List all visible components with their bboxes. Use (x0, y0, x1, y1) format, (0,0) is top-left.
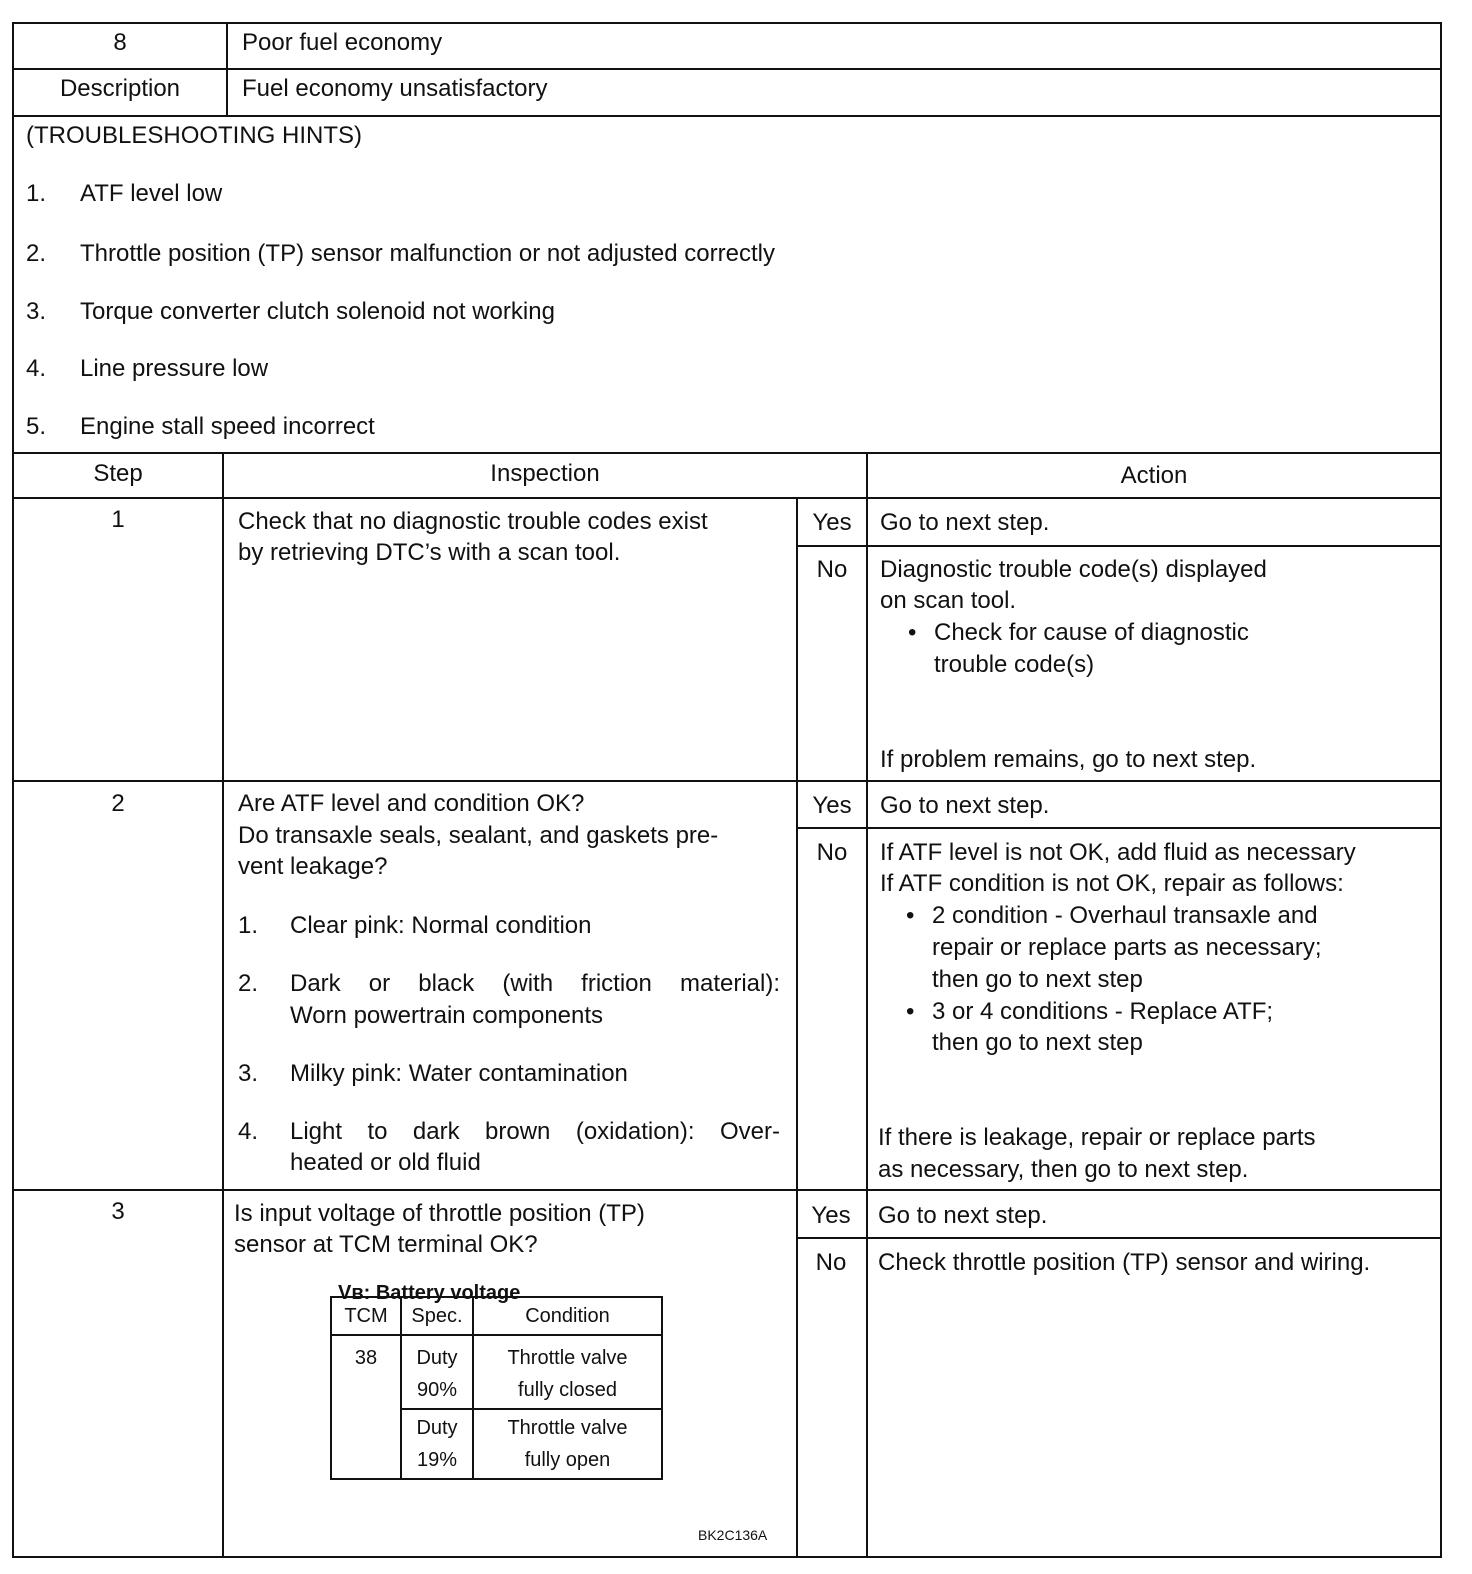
hint-number: 1. (26, 180, 47, 207)
spec-value-line: 19% (416, 1449, 458, 1471)
yes-action: Go to next step. (880, 509, 1050, 536)
inspection-line: by retrieving DTC’s with a scan tool. (238, 539, 621, 566)
no-action-footer: If problem remains, go to next step. (880, 746, 1257, 773)
condition-text: Light to dark brown (oxidation): Over- (290, 1118, 780, 1145)
condition-text: Clear pink: Normal condition (290, 912, 592, 939)
no-label: No (816, 556, 848, 583)
spec-condition (473, 1409, 662, 1479)
spec-header-condition: Condition (473, 1297, 662, 1335)
rule (796, 1237, 1442, 1239)
rule (12, 780, 1442, 782)
rule (866, 452, 868, 1558)
action-bullet-cont: then go to next step (932, 966, 1143, 993)
hints-title: (TROUBLESHOOTING HINTS) (26, 122, 363, 149)
action-bullet-cont: trouble code(s) (934, 651, 1095, 678)
step-number: 3 (111, 1198, 125, 1225)
condition-number: 3. (238, 1060, 259, 1087)
description-text: Fuel economy unsatisfactory (242, 75, 548, 102)
spec-value (401, 1335, 473, 1409)
spec-condition-line: fully open (524, 1449, 611, 1471)
action-bullet: • Check for cause of diagnostic (934, 617, 1249, 648)
inspection-line: Is input voltage of throttle position (TP) (234, 1200, 645, 1227)
spec-table-row (331, 1335, 662, 1409)
hint-text: Torque converter clutch solenoid not working (80, 298, 555, 325)
hint-text: ATF level low (80, 180, 223, 207)
figure-code: BK2C136A (698, 1527, 768, 1543)
problem-title: Poor fuel economy (242, 29, 443, 56)
action-bullet: • 3 or 4 conditions - Replace ATF; (932, 996, 1273, 1027)
action-bullet-cont: then go to next step (932, 1029, 1143, 1056)
hint-number: 3. (26, 298, 47, 325)
rule (12, 1189, 1442, 1191)
description-label: Description (59, 75, 181, 102)
spec-terminal: 38 (331, 1335, 401, 1479)
rule (12, 497, 1442, 499)
spec-condition-line: Throttle valve (507, 1347, 628, 1369)
rule (796, 827, 1442, 829)
spec-condition (473, 1335, 662, 1409)
rule (796, 497, 798, 1558)
no-action-footer: If there is leakage, repair or replace parts (878, 1124, 1316, 1151)
rule (12, 452, 1442, 454)
yes-label: Yes (812, 792, 852, 819)
inspection-line: Do transaxle seals, sealant, and gaskets pre- (238, 822, 719, 849)
spec-title: Vʙ: Battery voltage (338, 1282, 521, 1304)
no-action-line: If ATF condition is not OK, repair as follows: (880, 870, 1344, 897)
condition-text: Milky pink: Water contamination (290, 1060, 628, 1087)
no-label: No (815, 1249, 847, 1276)
step-number: 1 (111, 506, 125, 533)
action-bullet: • 2 condition - Overhaul transaxle and (932, 900, 1318, 931)
action-bullet-cont: repair or replace parts as necessary; (932, 934, 1322, 961)
hint-number: 2. (26, 240, 47, 267)
column-header-step: Step (93, 460, 143, 487)
spec-value (401, 1409, 473, 1479)
condition-text: Worn powertrain components (290, 1002, 604, 1029)
condition-number: 4. (238, 1118, 259, 1145)
column-header-action: Action (1120, 462, 1188, 489)
spec-table-header (331, 1297, 662, 1335)
no-action: Check throttle position (TP) sensor and wiring. (878, 1249, 1371, 1276)
problem-number: 8 (113, 29, 127, 56)
hint-number: 5. (26, 413, 47, 440)
rule (222, 452, 224, 1558)
yes-label: Yes (811, 1202, 851, 1229)
yes-label: Yes (812, 509, 852, 536)
spec-value-line: Duty (416, 1347, 458, 1369)
spec-condition-line: Throttle valve (507, 1417, 628, 1439)
hint-text: Throttle position (TP) sensor malfunction or not adjusted correctly (80, 240, 775, 267)
inspection-line: vent leakage? (238, 853, 388, 880)
yes-action: Go to next step. (878, 1202, 1048, 1229)
spec-condition-line: fully closed (518, 1379, 617, 1401)
hint-text: Line pressure low (80, 355, 269, 382)
inspection-line: Are ATF level and condition OK? (238, 790, 585, 817)
spec-header-spec: Spec. (401, 1297, 473, 1335)
spec-header-tcm: TCM (331, 1297, 401, 1335)
no-label: No (816, 839, 848, 866)
condition-text: heated or old fluid (290, 1149, 481, 1176)
hint-number: 4. (26, 355, 47, 382)
step-number: 2 (111, 790, 125, 817)
no-action-line: If ATF level is not OK, add fluid as necessary (880, 839, 1356, 866)
column-header-inspection: Inspection (490, 460, 600, 487)
condition-number: 1. (238, 912, 259, 939)
hint-text: Engine stall speed incorrect (80, 413, 375, 440)
inspection-line: sensor at TCM terminal OK? (234, 1231, 538, 1258)
yes-action: Go to next step. (880, 792, 1050, 819)
spec-table (330, 1296, 663, 1480)
condition-number: 2. (238, 970, 259, 997)
no-action-line: on scan tool. (880, 587, 1017, 614)
no-action-footer: as necessary, then go to next step. (878, 1156, 1249, 1183)
condition-text: Dark or black (with friction material): (290, 970, 780, 997)
rule (796, 545, 1442, 547)
spec-value-line: Duty (416, 1417, 458, 1439)
inspection-line: Check that no diagnostic trouble codes exist (238, 508, 708, 535)
rule (226, 22, 228, 116)
no-action-line: Diagnostic trouble code(s) displayed (880, 556, 1267, 583)
spec-value-line: 90% (416, 1379, 458, 1401)
